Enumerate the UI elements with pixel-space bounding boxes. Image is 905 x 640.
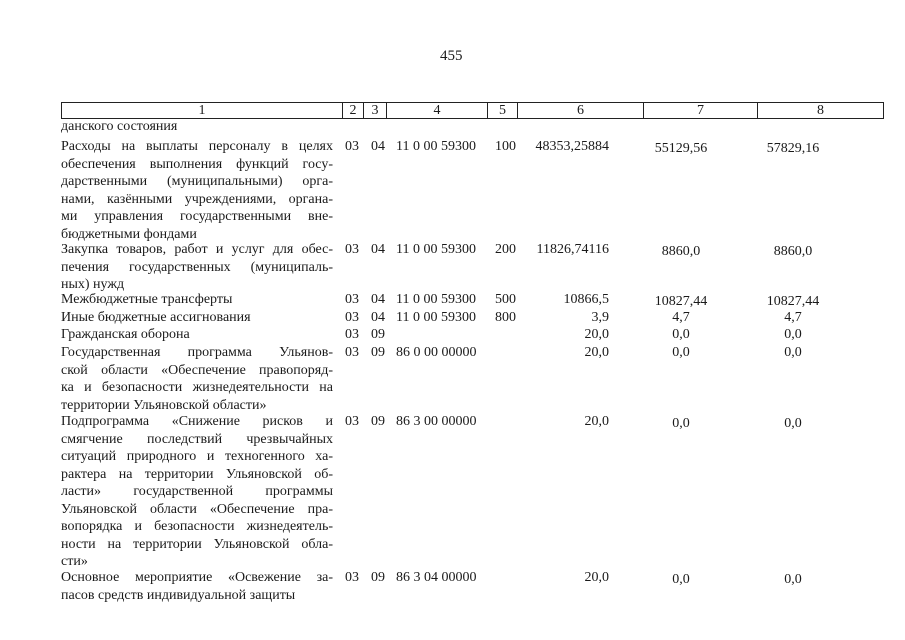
table-header xyxy=(61,102,884,119)
description-line: дарственными (муниципальными) орга- xyxy=(61,174,333,189)
description-line: ласти» государственной программы xyxy=(61,484,333,499)
description-line: печения государственных (муниципаль- xyxy=(61,259,333,275)
header-row xyxy=(62,103,884,119)
amount-col-7: 0,0 xyxy=(672,416,690,431)
target-item-code: 11 0 00 59300 xyxy=(396,310,476,325)
expense-type-code: 100 xyxy=(495,139,516,154)
description-line: вопорядка и безопасности жизнедеятель- xyxy=(61,519,333,534)
subsection-code: 04 xyxy=(371,292,385,307)
description-line: территории Ульяновской области» xyxy=(61,397,267,413)
amount-col-7: 8860,0 xyxy=(661,244,701,259)
amount-col-6: 11826,74116 xyxy=(536,242,609,257)
target-item-code: 86 3 04 00000 xyxy=(396,570,477,585)
description-line: ка и безопасности жизнедеятельности на xyxy=(61,380,333,395)
amount-col-8: 8860,0 xyxy=(773,244,813,259)
section-code: 03 xyxy=(345,242,359,257)
target-item-code: 11 0 00 59300 xyxy=(396,242,476,257)
target-item-code: 86 0 00 00000 xyxy=(396,345,477,360)
description-line: Государственная программа Ульянов- xyxy=(61,345,333,360)
amount-col-6: 20,0 xyxy=(584,327,609,342)
description-line: данского состояния xyxy=(61,119,178,134)
description-line: Межбюджетные трансферты xyxy=(61,292,233,307)
header-col-6: 6 xyxy=(518,103,644,119)
header-col-5: 5 xyxy=(488,103,518,119)
description-line: ности на территории Ульяновской обла- xyxy=(61,536,333,552)
header-col-3: 3 xyxy=(364,103,387,119)
description-line: Расходы на выплаты персоналу в целях xyxy=(61,139,333,154)
row-description xyxy=(61,309,333,327)
section-code: 03 xyxy=(345,292,359,307)
description-line: бюджетными фондами xyxy=(61,226,197,242)
section-code: 03 xyxy=(345,327,359,342)
amount-col-7: 0,0 xyxy=(672,345,690,360)
amount-col-6: 10866,5 xyxy=(563,292,609,307)
description-line: ми управления государственными вне- xyxy=(61,209,333,224)
amount-col-8: 0,0 xyxy=(784,345,802,360)
header-col-4: 4 xyxy=(387,103,488,119)
amount-col-6: 20,0 xyxy=(584,345,609,360)
row-description xyxy=(61,118,333,136)
description-line: сти» xyxy=(61,554,88,569)
target-item-code: 11 0 00 59300 xyxy=(396,292,476,307)
description-line: нами, казёнными учреждениями, органа- xyxy=(61,191,333,207)
amount-col-8: 57829,16 xyxy=(766,141,820,156)
row-description xyxy=(61,326,333,344)
amount-col-7: 4,7 xyxy=(672,310,690,325)
amount-col-8: 0,0 xyxy=(784,572,802,587)
description-line: Подпрограмма «Снижение рисков и xyxy=(61,414,333,429)
header-col-7: 7 xyxy=(644,103,758,119)
page-number: 455 xyxy=(440,48,463,64)
amount-col-8: 4,7 xyxy=(784,310,802,325)
description-line: пасов средств индивидуальной защиты xyxy=(61,587,296,603)
description-line: рактера на территории Ульяновской об- xyxy=(61,466,333,482)
description-line: ской области «Обеспечение правопоряд- xyxy=(61,362,333,378)
description-line: Иные бюджетные ассигнования xyxy=(61,310,251,325)
header-col-2: 2 xyxy=(343,103,364,119)
description-line: Закупка товаров, работ и услуг для обес- xyxy=(61,242,333,257)
amount-col-8: 0,0 xyxy=(784,416,802,431)
description-line: обеспечения выполнения функций госу- xyxy=(61,156,333,172)
expense-type-code: 500 xyxy=(495,292,516,307)
subsection-code: 09 xyxy=(371,327,385,342)
row-description xyxy=(61,344,333,414)
row-description xyxy=(61,241,333,294)
expense-type-code: 200 xyxy=(495,242,516,257)
subsection-code: 09 xyxy=(371,570,385,585)
section-code: 03 xyxy=(345,345,359,360)
subsection-code: 09 xyxy=(371,414,385,429)
subsection-code: 04 xyxy=(371,242,385,257)
expense-type-code: 800 xyxy=(495,310,516,325)
target-item-code: 11 0 00 59300 xyxy=(396,139,476,154)
subsection-code: 04 xyxy=(371,139,385,154)
description-line: Основное мероприятие «Освежение за- xyxy=(61,570,333,585)
target-item-code: 86 3 00 00000 xyxy=(396,414,477,429)
section-code: 03 xyxy=(345,139,359,154)
description-line: Ульяновской области «Обеспечение пра- xyxy=(61,501,333,517)
description-line: Гражданская оборона xyxy=(61,327,190,342)
row-description xyxy=(61,569,333,604)
description-line: ситуаций природного и техногенного ха- xyxy=(61,449,333,464)
row-description xyxy=(61,291,333,309)
section-code: 03 xyxy=(345,310,359,325)
header-col-8: 8 xyxy=(758,103,884,119)
amount-col-7: 0,0 xyxy=(672,327,690,342)
section-code: 03 xyxy=(345,414,359,429)
subsection-code: 04 xyxy=(371,310,385,325)
header-col-1: 1 xyxy=(62,103,343,119)
amount-col-7: 0,0 xyxy=(672,572,690,587)
amount-col-6: 20,0 xyxy=(584,414,609,429)
amount-col-7: 10827,44 xyxy=(654,294,708,309)
amount-col-6: 20,0 xyxy=(584,570,609,585)
section-code: 03 xyxy=(345,570,359,585)
description-line: смягчение последствий чрезвычайных xyxy=(61,431,333,447)
subsection-code: 09 xyxy=(371,345,385,360)
amount-col-8: 0,0 xyxy=(784,327,802,342)
row-description xyxy=(61,138,333,243)
amount-col-7: 55129,56 xyxy=(654,141,708,156)
description-line: ных) нужд xyxy=(61,277,125,292)
row-description xyxy=(61,413,333,571)
amount-col-6: 48353,25884 xyxy=(535,139,609,154)
amount-col-8: 10827,44 xyxy=(766,294,820,309)
amount-col-6: 3,9 xyxy=(591,310,609,325)
